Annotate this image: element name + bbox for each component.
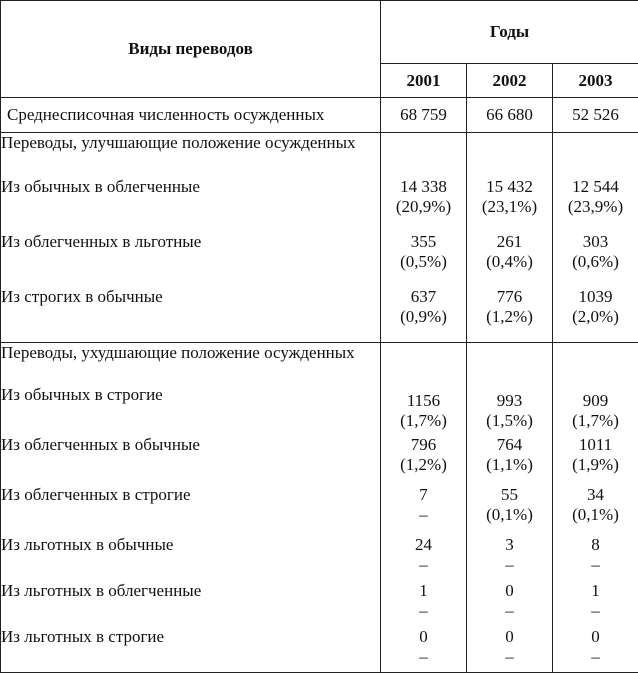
cell-value: 303 (553, 232, 638, 252)
group-title-row (1, 133, 638, 178)
cell-value: 776 (467, 287, 552, 307)
cell-value: 15 432 (467, 177, 552, 197)
cell-value: 3 (467, 535, 552, 555)
cell-value: 993 (467, 391, 552, 411)
avg-value: 68 759 (381, 98, 467, 133)
cell-value: 0 (553, 627, 638, 647)
avg-value: 66 680 (467, 98, 553, 133)
year-header: 2002 (467, 64, 553, 98)
cell-value: 0 (467, 581, 552, 601)
table-row (1, 385, 638, 435)
table-row (1, 627, 638, 673)
col-header-years: Годы (381, 1, 638, 64)
cell-value: 7 (381, 485, 466, 505)
cell-percent: (1,9%) (553, 455, 638, 475)
cell-value: 1 (381, 581, 466, 601)
cell-value: 14 338 (381, 177, 466, 197)
avg-row-label: Среднесписочная численность осужденных (1, 98, 381, 133)
cell-percent: – (381, 505, 466, 525)
cell-percent: – (467, 601, 552, 621)
year-header: 2003 (553, 64, 638, 98)
cell-value: 796 (381, 435, 466, 455)
group-title-row (1, 342, 638, 385)
cell-value: 355 (381, 232, 466, 252)
cell-value: 1011 (553, 435, 638, 455)
cell-percent: – (553, 601, 638, 621)
cell-percent: (0,9%) (381, 307, 466, 327)
avg-value: 52 526 (553, 98, 638, 133)
group-title: Переводы, улучшающие положение осужденных (1, 133, 381, 178)
row-label: Из обычных в строгие (1, 385, 381, 435)
table-row (1, 177, 638, 232)
cell-percent: – (467, 647, 552, 667)
row-label: Из льготных в строгие (1, 627, 381, 673)
cell-percent: (20,9%) (381, 197, 466, 217)
table-row (1, 485, 638, 535)
table-row (1, 287, 638, 342)
cell-percent: – (553, 555, 638, 575)
cell-value: 34 (553, 485, 638, 505)
avg-row (1, 98, 638, 133)
cell-value: 637 (381, 287, 466, 307)
cell-value: 1 (553, 581, 638, 601)
year-header: 2001 (381, 64, 467, 98)
row-label: Из облегченных в обычные (1, 435, 381, 485)
row-label: Из облегченных в строгие (1, 485, 381, 535)
cell-percent: (1,7%) (381, 411, 466, 431)
table-row (1, 535, 638, 581)
table-row (1, 581, 638, 627)
row-label: Из обычных в облегченные (1, 177, 381, 232)
table-row (1, 435, 638, 485)
cell-percent: – (381, 601, 466, 621)
cell-value: 1156 (381, 391, 466, 411)
cell-percent: (1,5%) (467, 411, 552, 431)
cell-percent: (0,1%) (553, 505, 638, 525)
group-title: Переводы, ухудшающие положение осужденных (1, 342, 381, 385)
row-label: Из строгих в обычные (1, 287, 381, 342)
cell-value: 261 (467, 232, 552, 252)
cell-percent: (0,5%) (381, 252, 466, 272)
cell-percent: (23,9%) (553, 197, 638, 217)
cell-percent: – (553, 647, 638, 667)
cell-value: 8 (553, 535, 638, 555)
cell-value: 0 (467, 627, 552, 647)
cell-percent: (1,1%) (467, 455, 552, 475)
cell-value: 12 544 (553, 177, 638, 197)
cell-percent: (1,2%) (467, 307, 552, 327)
cell-value: 0 (381, 627, 466, 647)
cell-percent: (0,6%) (553, 252, 638, 272)
cell-percent: – (381, 647, 466, 667)
cell-percent: (0,4%) (467, 252, 552, 272)
cell-percent: – (467, 555, 552, 575)
cell-percent: – (381, 555, 466, 575)
table-row (1, 232, 638, 287)
cell-value: 1039 (553, 287, 638, 307)
cell-value: 909 (553, 391, 638, 411)
cell-percent: (2,0%) (553, 307, 638, 327)
cell-percent: (1,7%) (553, 411, 638, 431)
cell-percent: (0,1%) (467, 505, 552, 525)
cell-percent: (23,1%) (467, 197, 552, 217)
row-label: Из льготных в обычные (1, 535, 381, 581)
cell-value: 24 (381, 535, 466, 555)
row-label: Из облегченных в льготные (1, 232, 381, 287)
cell-value: 764 (467, 435, 552, 455)
cell-value: 55 (467, 485, 552, 505)
row-label: Из льготных в облегченные (1, 581, 381, 627)
cell-percent: (1,2%) (381, 455, 466, 475)
col-header-types: Виды переводов (1, 1, 381, 98)
